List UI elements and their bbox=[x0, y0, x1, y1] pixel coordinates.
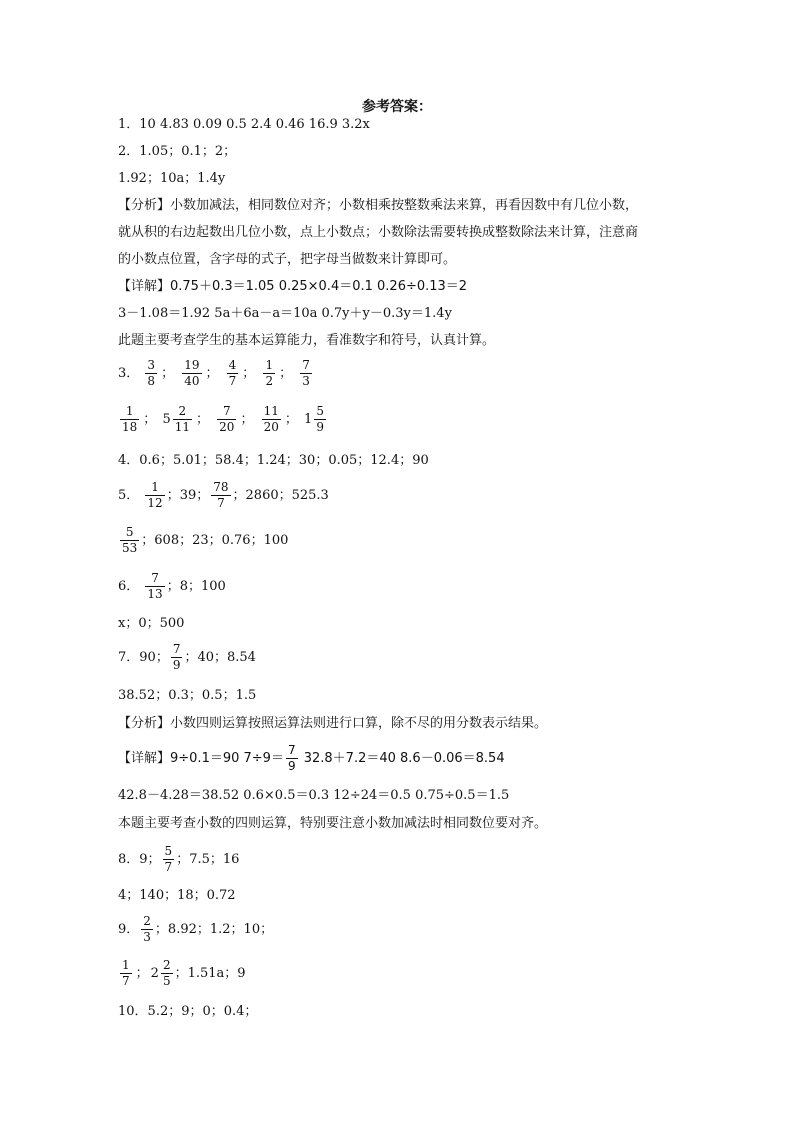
answer-line-6 bbox=[118, 571, 226, 602]
answer-line-4: 4．0.6；5.01；58.4；1.24；30；0.05；12.4；90 bbox=[118, 453, 429, 468]
mixed-number: 5 $\frac{2}{11}$ bbox=[162, 404, 190, 434]
answer-line-10: 10．5.2；9；0；0.4； bbox=[118, 1004, 258, 1019]
question-number: 8．9； bbox=[118, 852, 161, 867]
answer-text: ；40；8.54 bbox=[184, 650, 256, 665]
fraction: $\frac{1}{12}$ bbox=[147, 480, 163, 510]
answer-line-3b: $\frac{1}{18}$ ； 5 $\frac{2}{11}$ ； $\frac{7}{20}$ ； $\frac{11}{20}$ ； 1 $\frac{5}{9}$ bbox=[118, 404, 328, 435]
answer-line-9 bbox=[118, 914, 273, 945]
answer-line-1: 1．10 4.83 0.09 0.5 2.4 0.46 16.9 3.2x bbox=[118, 117, 370, 132]
answer-line-3: 3． $\frac{3}{8}$ ； $\frac{19}{40}$ ； $\frac{4}{7}$ ； $\frac{1}{2}$ ； $\frac{7}{3}$ bbox=[118, 358, 310, 388]
question-number: 5． bbox=[118, 488, 140, 503]
page-title: 参考答案： bbox=[362, 99, 432, 115]
question-number: 6． bbox=[118, 579, 140, 594]
answer-line-5b bbox=[118, 525, 288, 556]
summary-line-2: 此题主要考查学生的基本运算能力，看准数字和符号，认真计算。 bbox=[118, 333, 496, 348]
answer-line-9b: $\frac{1}{7}$ ； 2 $\frac{2}{5}$ ；1.51a；9 bbox=[122, 958, 246, 988]
answer-text: ；608；23；0.76；100 bbox=[141, 533, 289, 548]
answer-text: ；2860；525.3 bbox=[232, 488, 329, 503]
mixed-number: 2 $\frac{2}{5}$ bbox=[150, 958, 171, 988]
fraction: $\frac{7}{3}$ bbox=[302, 358, 310, 388]
fraction: $\frac{7}{20}$ bbox=[219, 404, 235, 434]
answer-line-2: 2．1.05；0.1；2； bbox=[118, 144, 237, 159]
answer-text: ；1.51a；9 bbox=[174, 966, 246, 981]
analysis-line-2-c: 的小数点位置，含字母的式子，把字母当做数来计算即可。 bbox=[118, 252, 457, 267]
answer-line-8b: 4；140；18；0.72 bbox=[118, 888, 236, 903]
fraction: $\frac{7}{13}$ bbox=[147, 571, 163, 601]
detail-line-7-b: 42.8－4.28＝38.52 0.6×0.5＝0.3 12÷24＝0.5 0.75÷0.5＝1.5 bbox=[118, 788, 510, 803]
question-number: 9． bbox=[118, 922, 140, 937]
summary-line-7: 本题主要考查小数的四则运算，特别要注意小数加减法时相同数位要对齐。 bbox=[118, 816, 548, 831]
fraction: $\frac{1}{7}$ bbox=[122, 958, 130, 988]
fraction: $\frac{5}{53}$ bbox=[122, 525, 138, 555]
answer-line-7b: 38.52；0.3；0.5；1.5 bbox=[118, 688, 257, 703]
fraction: $\frac{1}{18}$ bbox=[122, 404, 138, 434]
answer-text: ；7.5；16 bbox=[176, 852, 240, 867]
fraction: $\frac{78}{7}$ bbox=[213, 480, 229, 510]
answer-line-2b: 1.92；10a；1.4y bbox=[118, 171, 226, 186]
answer-line-7 bbox=[118, 642, 256, 673]
analysis-line-2-a: 【分析】小数加减法，相同数位对齐；小数相乘按整数乘法来算，再看因数中有几位小数， bbox=[118, 198, 639, 213]
fraction: $\frac{11}{20}$ bbox=[263, 404, 279, 434]
answer-text: ；8.92；1.2；10； bbox=[154, 922, 274, 937]
answer-text: ；39； bbox=[166, 488, 210, 503]
answer-text: ；8；100 bbox=[166, 579, 226, 594]
detail-line-7-a: 【详解】9÷0.1＝90 7÷9＝ $\frac{7}{9}$ 32.8＋7.2＝40 8.6－0.06＝8.54 bbox=[118, 743, 505, 773]
fraction: $\frac{4}{7}$ bbox=[228, 358, 237, 388]
fraction: $\frac{2}{3}$ bbox=[143, 914, 151, 944]
question-number: 3． bbox=[118, 366, 140, 381]
answer-line-8 bbox=[118, 844, 239, 875]
mixed-number: 1 $\frac{5}{9}$ bbox=[304, 404, 324, 434]
answer-line-5 bbox=[118, 480, 329, 511]
fraction: $\frac{1}{2}$ bbox=[265, 358, 274, 388]
question-number: 7．90； bbox=[118, 650, 169, 665]
detail-line-2-b: 3－1.08＝1.92 5a＋6a－a＝10a 0.7y＋y－0.3y＝1.4y bbox=[118, 306, 452, 321]
fraction: $\frac{5}{7}$ bbox=[164, 844, 173, 874]
fraction: $\frac{19}{40}$ bbox=[184, 358, 200, 388]
fraction: $\frac{7}{9}$ bbox=[287, 743, 296, 773]
analysis-line-2-b: 就从积的右边起数出几位小数，点上小数点；小数除法需要转换成整数除法来计算，注意商 bbox=[118, 225, 639, 240]
fraction: $\frac{7}{9}$ bbox=[172, 642, 181, 672]
analysis-line-7: 【分析】小数四则运算按照运算法则进行口算，除不尽的用分数表示结果。 bbox=[118, 716, 548, 731]
fraction: $\frac{3}{8}$ bbox=[147, 358, 156, 388]
detail-line-2-a: 【详解】0.75＋0.3＝1.05 0.25×0.4＝0.1 0.26÷0.13＝2 bbox=[118, 279, 468, 294]
answer-line-6b: x；0；500 bbox=[118, 616, 185, 631]
